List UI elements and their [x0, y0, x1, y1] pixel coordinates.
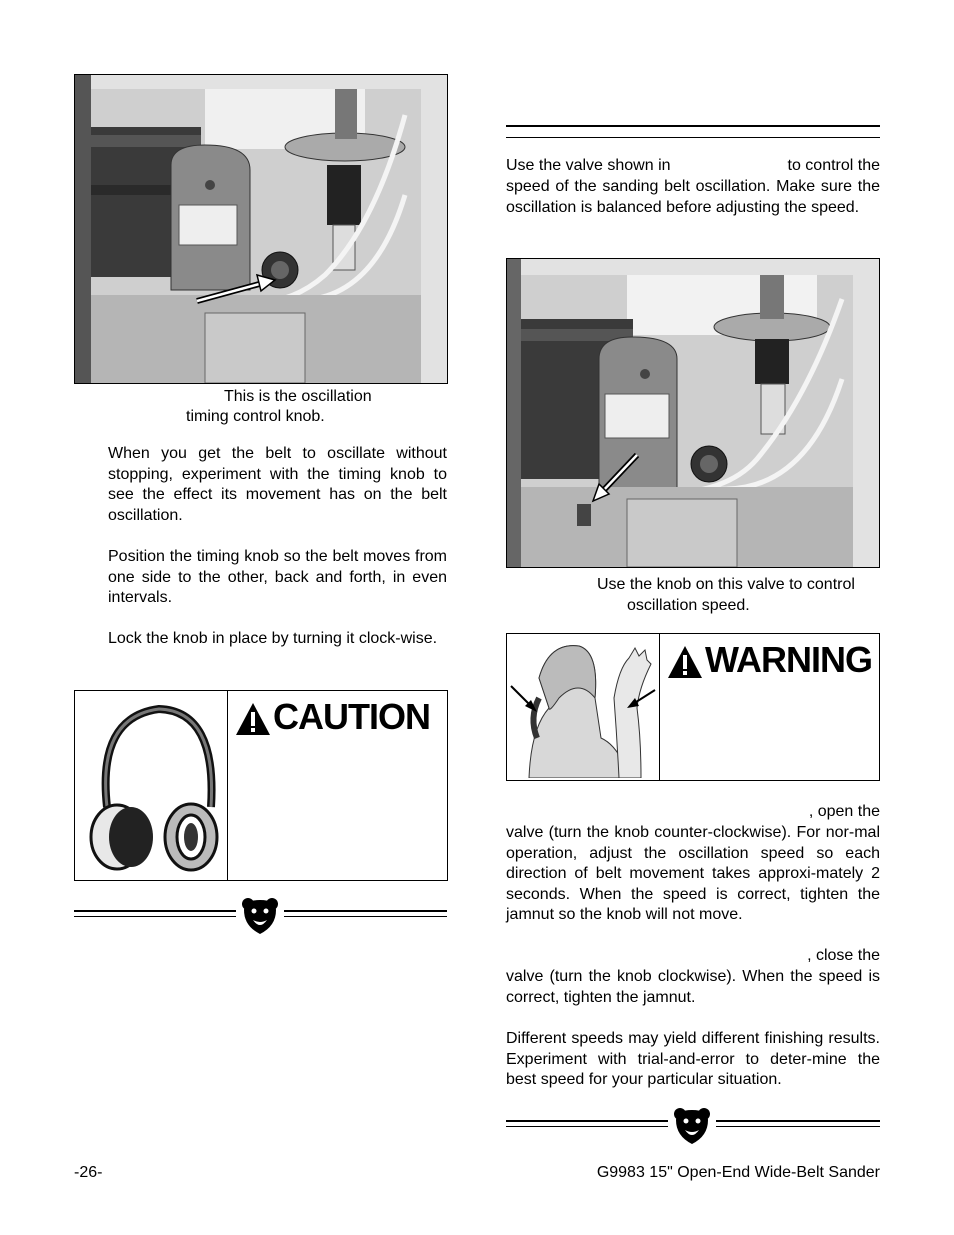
open-valve-lead: , open the [808, 803, 880, 820]
long-hair-illustration [509, 638, 657, 778]
caution-header [235, 696, 440, 739]
divider-line [74, 916, 236, 917]
caution-label: CAUTION [273, 696, 430, 737]
manual-title: G9983 15" Open-End Wide-Belt Sander [596, 1164, 880, 1181]
warning-triangle-icon [667, 645, 703, 679]
grizzly-bear-logo [240, 896, 280, 936]
paragraph-open-valve: valve (turn the knob counter-clockwise). For nor-mal operation, adjust the oscillation speed so each direction of belt movement takes approxi-mately 2 seconds. When the speed is correct, tighten the jamnut so the knob will not move. [506, 824, 880, 923]
section-heading-rule [506, 137, 880, 138]
divider-line [74, 910, 236, 912]
page-number: -26- [74, 1164, 103, 1181]
intro-line1 [506, 156, 880, 177]
paragraph-lock: Lock the knob in place by turning it clock-wise. [108, 630, 438, 647]
warning-box [506, 633, 880, 781]
earmuffs-illustration [79, 697, 225, 875]
intro-after: to control the [787, 157, 880, 174]
paragraph-experiment: When you get the belt to oscillate without stopping, experiment with the timing knob to see the effect its movement has on the belt oscillation. [108, 445, 447, 524]
caution-box [74, 690, 448, 881]
paragraph-close-valve: valve (turn the knob clockwise). When the speed is correct, tighten the jamnut. [506, 968, 880, 1006]
oscillation-timing-photo [74, 74, 448, 384]
divider-line [716, 1126, 880, 1127]
close-valve-lead: , close the [807, 947, 880, 964]
divider-line [716, 1120, 880, 1122]
divider-line [506, 1120, 668, 1122]
figure-caption-line1: This is the oscillation [224, 388, 372, 405]
grizzly-bear-logo [672, 1106, 712, 1146]
oscillation-speed-valve-photo [506, 258, 880, 568]
warning-label: WARNING [705, 639, 872, 680]
paragraph-different-speeds: Different speeds may yield different finishing results. Experiment with trial-and-error to deter-mine the best speed for your particular situation. [506, 1030, 880, 1088]
divider-line [284, 910, 447, 912]
valve-caption-line1: Use the knob on this valve to control [597, 576, 855, 593]
warning-triangle-icon [235, 702, 271, 736]
intro-before: Use the valve shown in [506, 157, 671, 174]
paragraph-intro: speed of the sanding belt oscillation. Make sure the oscillation is balanced before adjusting the speed. [506, 178, 880, 216]
figure-caption-line2: timing control knob. [186, 408, 325, 425]
valve-caption-line2: oscillation speed. [627, 597, 750, 614]
divider-line [506, 1126, 668, 1127]
paragraph-position: Position the timing knob so the belt moves from one side to the other, back and forth, in even intervals. [108, 548, 447, 606]
warning-header [667, 639, 877, 682]
section-heading-rule [506, 125, 880, 127]
divider-line [284, 916, 447, 917]
